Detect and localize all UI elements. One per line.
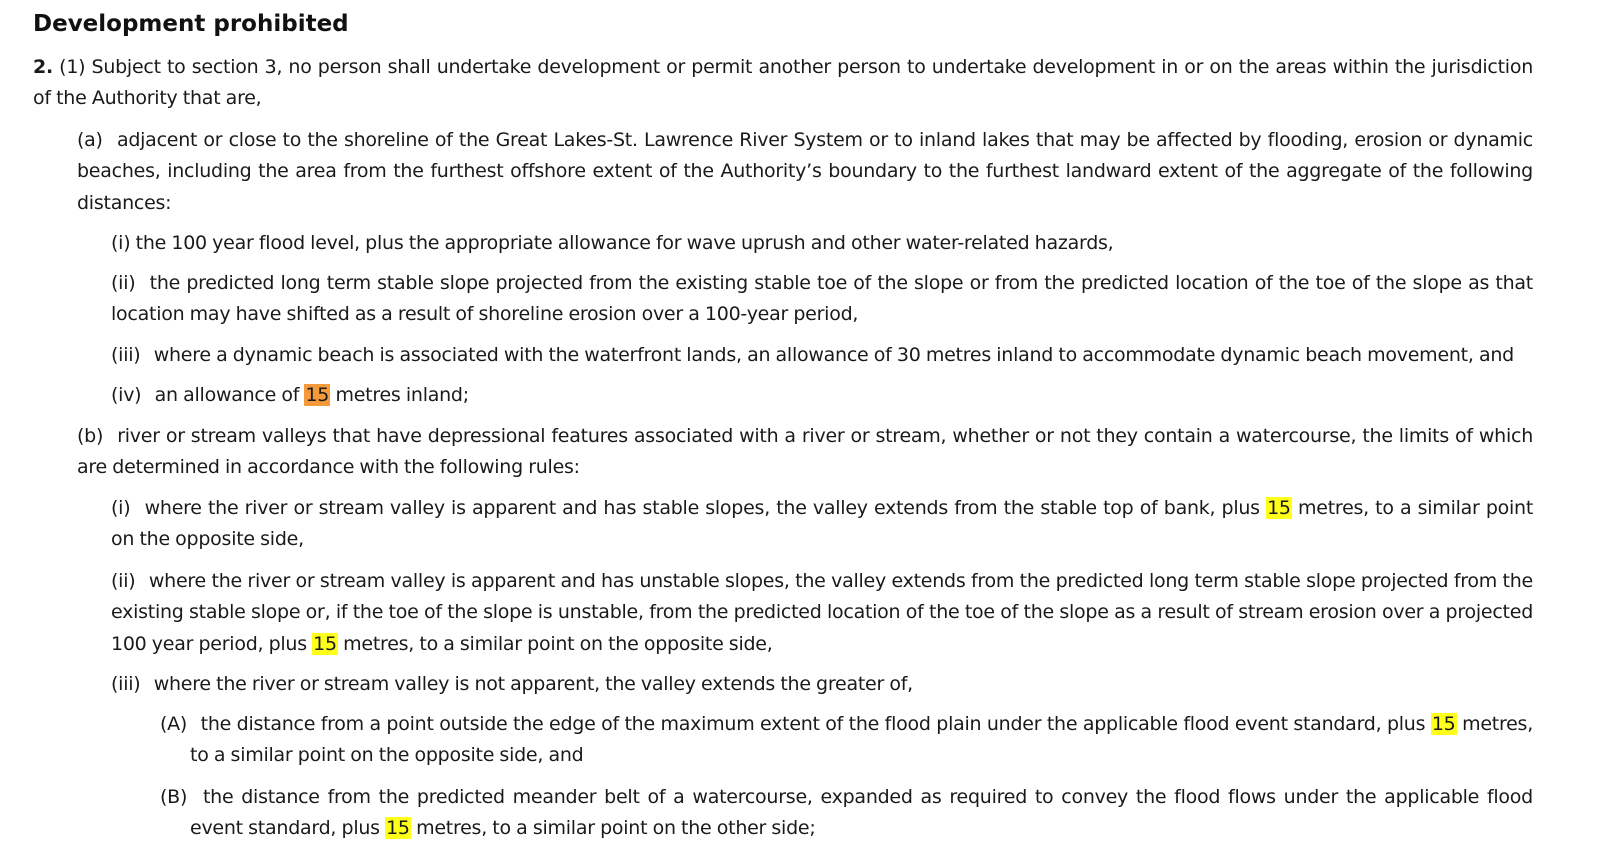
- section-number: 2.: [33, 56, 53, 78]
- search-match[interactable]: 15: [386, 817, 410, 840]
- subsection-1: [33, 52, 1533, 115]
- search-match[interactable]: 15: [1267, 497, 1291, 519]
- clause-a-item-iii: [111, 340, 1533, 371]
- item-text-pre: the distance from a point outside the edge of the maximum extent of the flood plain under the applicable flood event standard, plus: [200, 713, 1426, 735]
- item-text-post: metres inland;: [335, 384, 469, 406]
- item-text-pre: where the river or stream valley is apparent and has unstable slopes, the valley extends from the predicted long term stable slope projected from the existing stable slope or, if the toe of the slope is unstable, from the predicted location of the toe of the slope as a result of stream erosion over a projected 100 year period, plus: [111, 570, 1533, 655]
- clause-a: [77, 125, 1533, 219]
- clause-a-item-iv: [111, 380, 1533, 411]
- item-text: where a dynamic beach is associated with the waterfront lands, an allowance of 30 metres inland to accommodate dynamic beach movement, and: [153, 344, 1514, 366]
- item-label: (iii): [111, 344, 141, 366]
- item-text-pre: where the river or stream valley is apparent and has stable slopes, the valley extends from the stable top of bank, plus: [144, 497, 1260, 519]
- item-label: (A): [160, 713, 188, 735]
- clause-b-label: (b): [77, 425, 104, 447]
- clause-a-text: adjacent or close to the shoreline of the Great Lakes-St. Lawrence River System or to inland lakes that may be affected by flooding, erosion or dynamic beaches, including the area from the furthest offshore extent of the Authority’s boundary to the furthest landward extent of the aggregate of the following distances:: [77, 129, 1533, 214]
- search-match-current[interactable]: 15: [305, 384, 330, 406]
- subsection-1-text: (1) Subject to section 3, no person shall undertake development or permit another person to undertake development in or on the areas within the jurisdiction of the Authority that are,: [33, 56, 1534, 110]
- item-text: where the river or stream valley is not apparent, the valley extends the greater of,: [153, 673, 913, 695]
- item-text-pre: the distance from the predicted meander belt of a watercourse, expanded as required to convey the flood flows under the applicable flood event standard, plus: [190, 786, 1533, 840]
- item-text: the 100 year flood level, plus the appropriate allowance for wave uprush and other water-related hazards,: [135, 232, 1114, 254]
- item-label: (ii): [111, 272, 136, 294]
- clause-b-item-i: [111, 493, 1533, 556]
- item-label: (i): [111, 497, 131, 519]
- clause-b-text: river or stream valleys that have depressional features associated with a river or stream, whether or not they contain a watercourse, the limits of which are determined in accordance with the following rules:: [77, 425, 1533, 479]
- clause-a-item-i: [111, 228, 1533, 259]
- item-label: (B): [160, 786, 188, 808]
- section-heading: Development prohibited: [33, 11, 349, 37]
- item-label: (iii): [111, 673, 141, 695]
- item-text-pre: an allowance of: [154, 384, 300, 406]
- item-text-post: metres, to a similar point on the opposite side,: [111, 497, 1534, 551]
- clause-a-label: (a): [77, 129, 103, 151]
- item-text: the predicted long term stable slope projected from the existing stable toe of the slope or from the predicted location of the toe of the slope as that location may have shifted as a result of shoreline erosion over a 100-year period,: [111, 272, 1533, 326]
- clause-b-item-iii-A: [160, 709, 1533, 772]
- item-label: (ii): [111, 570, 136, 592]
- item-label: (iv): [111, 384, 142, 406]
- clause-a-item-ii: [111, 268, 1533, 331]
- item-text-post: metres, to a similar point on the other side;: [416, 817, 816, 840]
- item-label: (i): [111, 232, 131, 254]
- clause-b: [77, 421, 1533, 484]
- search-match[interactable]: 15: [313, 632, 337, 655]
- clause-b-item-ii: [111, 566, 1533, 660]
- clause-b-item-iii: [111, 669, 1533, 700]
- search-match[interactable]: 15: [1431, 713, 1456, 735]
- item-text-post: metres, to a similar point on the opposite side,: [343, 632, 773, 655]
- clause-b-item-iii-B: [160, 782, 1533, 845]
- item-text-post: metres, to a similar point on the opposite side, and: [190, 713, 1533, 767]
